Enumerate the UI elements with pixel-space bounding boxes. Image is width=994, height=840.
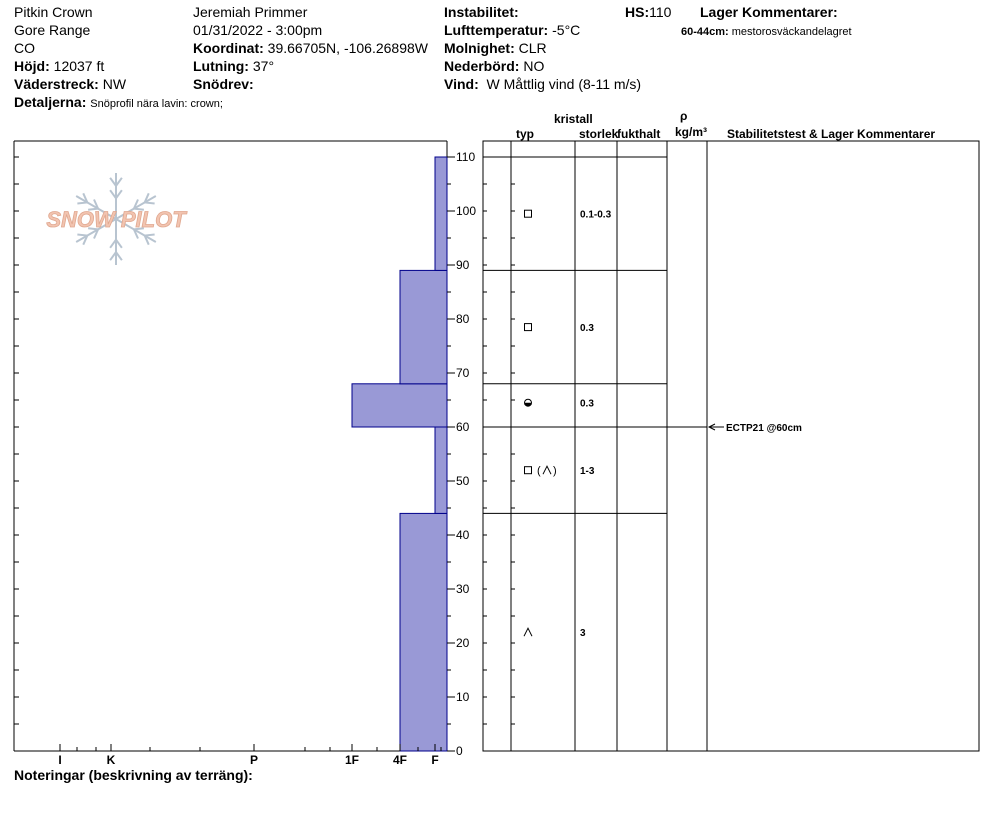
aspect-value: NW [102, 76, 127, 92]
depth-tick-label: 60 [456, 420, 470, 434]
hardness-bar [400, 270, 447, 383]
layer-comment-range: 60-44cm: [681, 26, 729, 38]
observer-name: Jeremiah Primmer [193, 4, 308, 20]
airtemp-label: Lufttemperatur: [444, 22, 549, 38]
hardness-bar [435, 427, 447, 513]
depth-tick-label: 100 [456, 204, 477, 218]
notes-label: Noteringar (beskrivning av terräng): [14, 767, 253, 783]
hardness-bar [435, 157, 447, 270]
faceted-icon [525, 210, 532, 217]
depth-tick-label: 10 [456, 690, 470, 704]
header-stability: Stabilitetstest & Lager Kommentarer [727, 127, 936, 141]
logo-text: SNOW PILOT [46, 207, 186, 232]
hardness-tick-label: P [249, 753, 259, 767]
hardness-tick-label: K [106, 753, 116, 767]
airtemp-value: -5°C [552, 22, 581, 38]
aspect-label: Väderstreck: [14, 76, 99, 92]
layer-comment-text: mestorosväckandelagret [731, 26, 852, 38]
hardness-tick-label: F [431, 753, 439, 767]
coord-label: Koordinat: [193, 40, 264, 56]
layer-table [483, 141, 979, 751]
paren-open: ( [537, 465, 541, 478]
depth-tick-label: 70 [456, 366, 470, 380]
header-rho: ρ [680, 109, 688, 123]
snowflake-branch [77, 202, 87, 203]
depth-tick-label: 20 [456, 636, 470, 650]
faceted-square [525, 324, 532, 331]
depth-tick-label: 30 [456, 582, 470, 596]
wind-value: W Måttlig vind (8-11 m/s) [486, 76, 642, 92]
hs-label: HS: [625, 4, 650, 20]
faceted-to-depth-hoar-icon [525, 465, 557, 477]
hardness-bar [352, 384, 447, 427]
state-name: CO [14, 40, 35, 56]
hardness-tick-label: 4F [392, 753, 408, 767]
depth-tick-label: 0 [456, 744, 463, 758]
snowflake-branch [145, 202, 155, 203]
snowpilot-logo [46, 173, 187, 265]
hs-value: 110 [649, 4, 672, 20]
details-value: Snöprofil nära lavin: crown; [90, 98, 223, 110]
melt-freeze-icon [525, 399, 532, 406]
test-label: ECTP21 @60cm [726, 423, 802, 434]
stability-tests [709, 423, 802, 434]
header-fukthalt: fukthalt [617, 127, 661, 141]
header-density-unit: kg/m³ [675, 125, 708, 139]
hardness-tick-label: 1F [344, 753, 360, 767]
faceted-square [525, 210, 532, 217]
depth-hoar-caret [543, 466, 551, 474]
precip-label: Nederbörd: [444, 58, 520, 74]
depth-tick-label: 40 [456, 528, 470, 542]
header-storlek: storlek [579, 127, 619, 141]
depth-axis [447, 150, 476, 758]
faceted-icon [525, 324, 532, 331]
hardness-plot-frame [14, 141, 447, 751]
depth-tick-label: 50 [456, 474, 470, 488]
depth-hoar-icon [524, 628, 532, 636]
snowflake-branch [145, 235, 155, 236]
elevation-value: 12037 ft [53, 58, 105, 74]
faceted-square [525, 467, 532, 474]
range-name: Gore Range [14, 22, 91, 38]
table-border [483, 141, 979, 751]
grain-size: 0.3 [580, 398, 594, 410]
drift-label: Snödrev: [193, 76, 254, 92]
grain-size: 0.1-0.3 [580, 209, 612, 221]
grain-size: 3 [580, 628, 586, 640]
details-label: Detaljerna: [14, 94, 87, 110]
depth-tick-label: 110 [456, 150, 476, 164]
snowflake-branch [77, 235, 87, 236]
hardness-tick-label: I [58, 753, 62, 767]
header-kristall: kristall [554, 112, 593, 126]
depth-hoar-caret [524, 628, 532, 636]
sky-label: Molnighet: [444, 40, 515, 56]
slope-value: 37° [252, 58, 275, 74]
hardness-bars [352, 157, 447, 751]
header-typ: typ [516, 127, 534, 141]
paren-close: ) [553, 465, 557, 478]
observation-datetime: 01/31/2022 - 3:00pm [193, 22, 323, 38]
instability-label: Instabilitet: [444, 4, 519, 20]
wind-label: Vind: [444, 76, 479, 92]
hardness-axis [58, 744, 441, 767]
grain-size: 0.3 [580, 323, 594, 335]
location-name: Pitkin Crown [14, 4, 93, 20]
slope-label: Lutning: [193, 58, 249, 74]
elevation-label: Höjd: [14, 58, 50, 74]
depth-tick-label: 90 [456, 258, 470, 272]
sky-value: CLR [518, 40, 547, 56]
depth-tick-label: 80 [456, 312, 470, 326]
layer-table-cells [524, 210, 612, 640]
grain-size: 1-3 [580, 466, 595, 478]
layer-comments-title: Lager Kommentarer: [700, 4, 838, 20]
precip-value: NO [523, 58, 545, 74]
hardness-bar [400, 513, 447, 751]
coord-value: 39.66705N, -106.26898W [267, 40, 428, 56]
